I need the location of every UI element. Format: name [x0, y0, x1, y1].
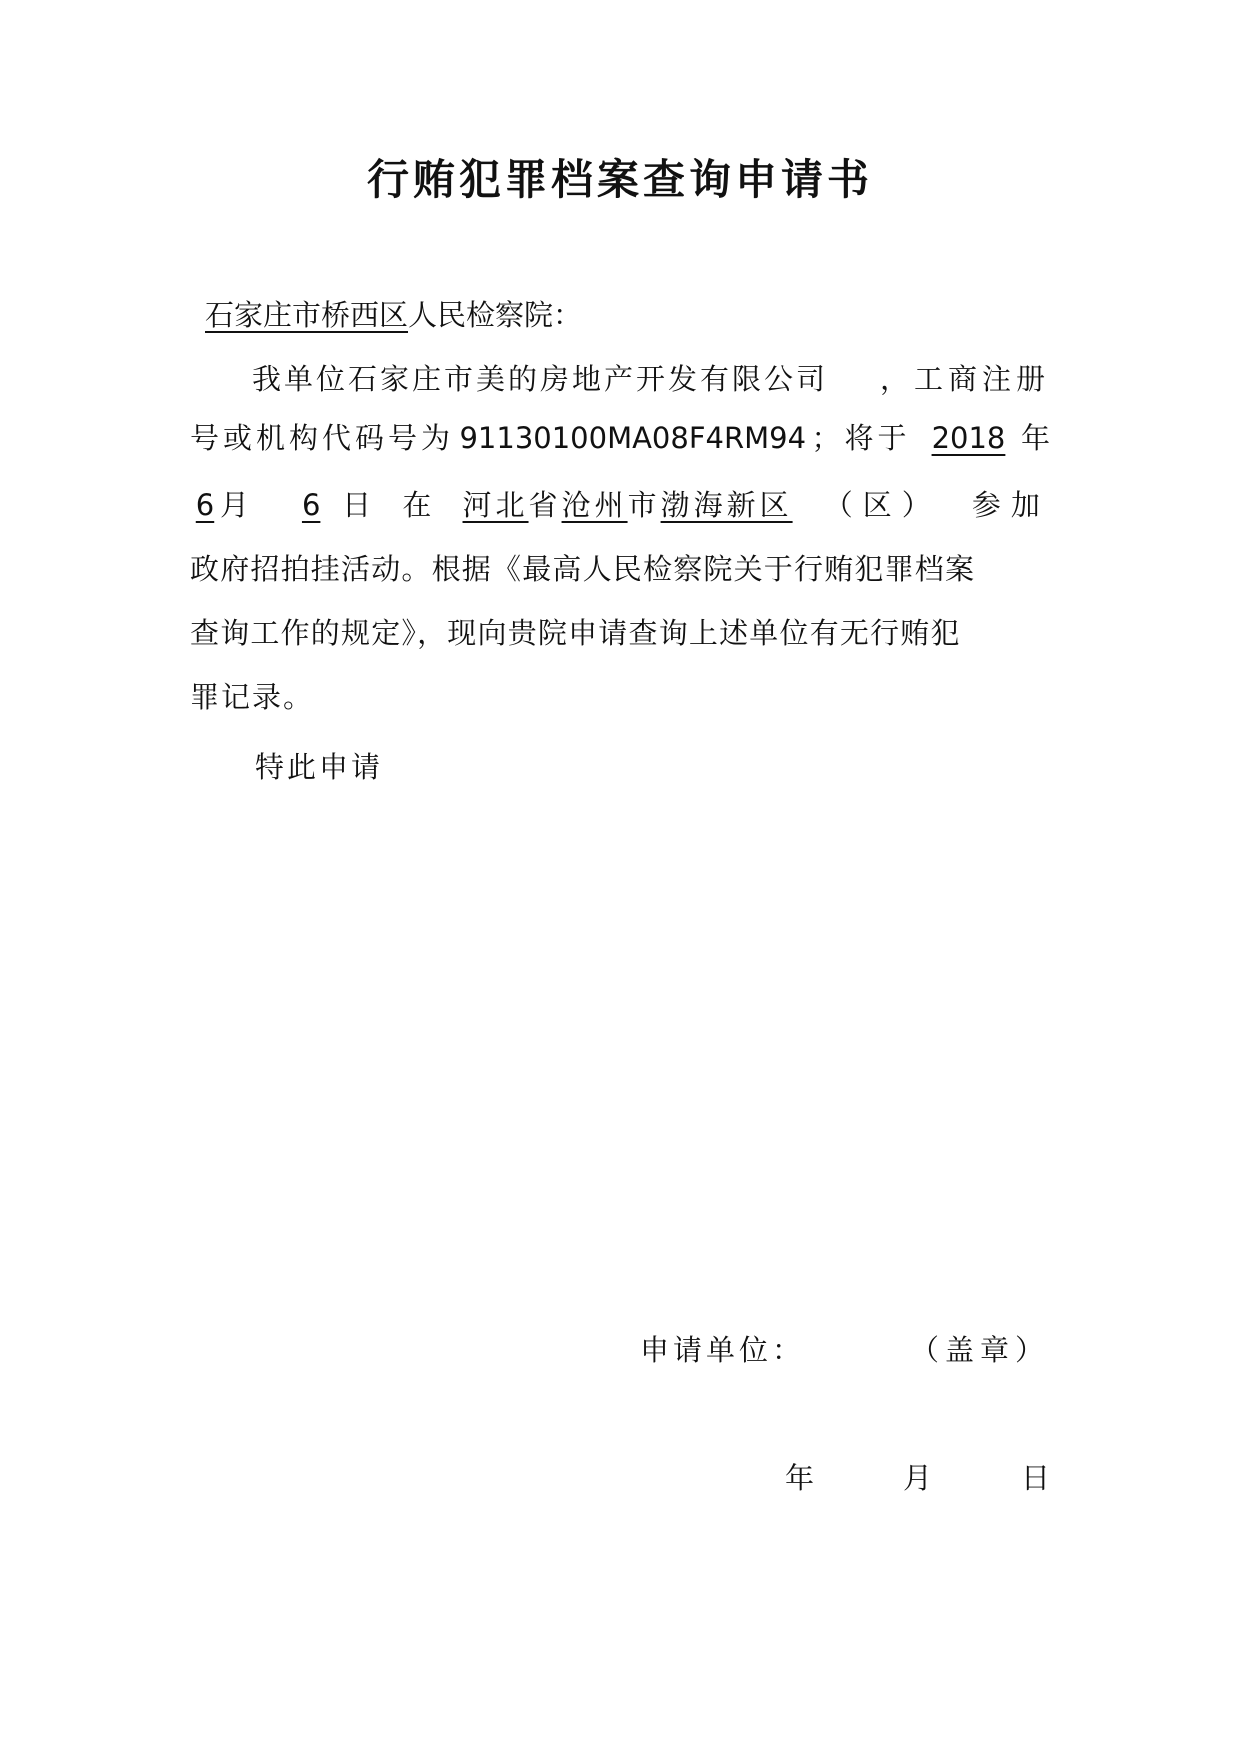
- activity-city: 沧州: [561, 488, 628, 522]
- date-month-label: 月: [902, 1461, 932, 1495]
- activity-province: 河北: [462, 488, 529, 522]
- company-name: 石家庄市美的房地产开发有限公司: [348, 362, 829, 396]
- body-line-3: [190, 485, 1050, 525]
- body-line-2: [190, 418, 1050, 458]
- addressee: [205, 295, 582, 335]
- body-line-3-at: 在: [402, 488, 432, 522]
- seal-label: （盖章）: [909, 1333, 1050, 1367]
- activity-day-unit: 日: [342, 488, 372, 522]
- body-line-6: 罪记录。: [190, 680, 315, 714]
- activity-month-unit: 月: [220, 488, 250, 522]
- activity-city-unit: 市: [627, 488, 661, 522]
- date-row: [785, 1458, 1050, 1498]
- date-year-label: 年: [785, 1461, 815, 1495]
- body-line-2-mid: ；将于: [811, 421, 911, 455]
- body-line-1-suffix: ，工商注册: [879, 362, 1050, 396]
- addressee-suffix: 人民检察院：: [408, 298, 583, 332]
- body-line-1-prefix: 我单位: [252, 362, 349, 396]
- page-title: 行贿犯罪档案查询申请书: [366, 155, 873, 204]
- activity-district: 渤海新区: [660, 488, 793, 522]
- date-day-label: 日: [1020, 1461, 1050, 1495]
- activity-day: 6: [301, 488, 321, 522]
- body-line-1: [190, 359, 1050, 399]
- closing-text: 特此申请: [255, 750, 384, 784]
- activity-district-unit: （区）: [823, 488, 941, 522]
- signature-row: [640, 1330, 1050, 1370]
- activity-year: 2018: [931, 421, 1006, 455]
- body-line-4: 政府招拍挂活动。根据《最高人民检察院关于行贿犯罪档案: [190, 552, 976, 586]
- applicant-label: 申请单位：: [640, 1333, 806, 1367]
- registration-code: 91130100MA08F4RM94: [459, 421, 807, 455]
- addressee-court: 石家庄市桥西区: [205, 298, 409, 332]
- body-line-2-prefix: 号或机构代码号为: [190, 421, 455, 455]
- body-line-3-join: 参加: [971, 488, 1050, 522]
- activity-month: 6: [195, 488, 215, 522]
- activity-year-unit: 年: [1020, 421, 1050, 455]
- body-line-5: 查询工作的规定》，现向贵院申请查询上述单位有无行贿犯: [190, 616, 961, 650]
- activity-province-unit: 省: [528, 488, 562, 522]
